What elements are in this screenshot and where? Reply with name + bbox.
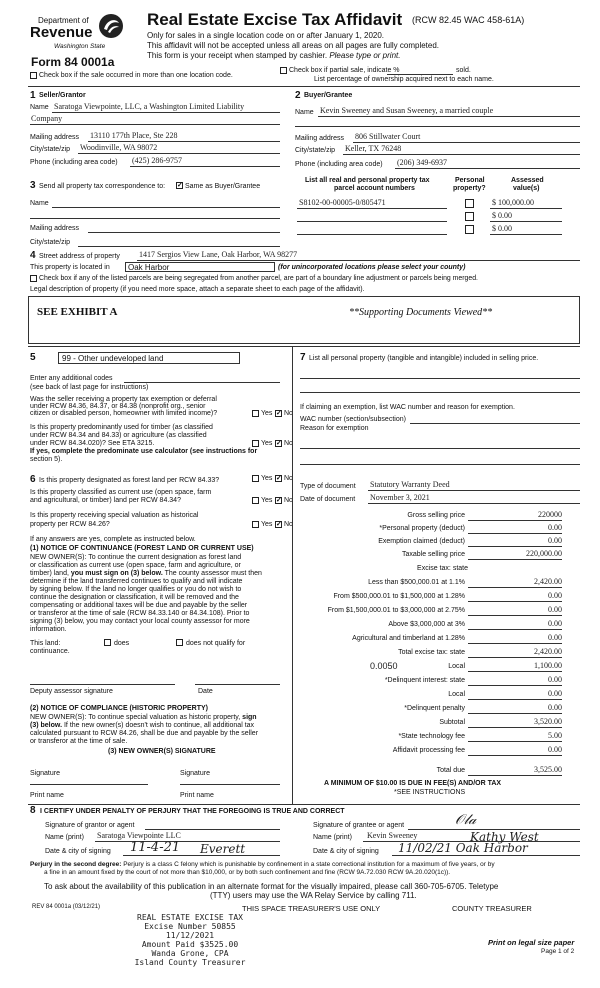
treasurer-use-label: THIS SPACE TREASURER'S USE ONLY xyxy=(242,904,381,913)
grantee-signature[interactable]: 𝒪𝓁𝒶 xyxy=(455,812,477,828)
tax-row-value[interactable]: 0.00 xyxy=(548,689,562,698)
does-not-label: does not qualify for xyxy=(186,640,246,647)
tax-row-value[interactable]: 5.00 xyxy=(548,731,562,740)
yes-label: Yes xyxy=(261,497,273,504)
tax-row xyxy=(300,703,580,716)
timber-no-checkbox[interactable]: ✓ xyxy=(276,440,282,447)
seller-phone-field[interactable]: (425) 286-9757 xyxy=(132,156,182,165)
located-label: This property is located in xyxy=(30,264,110,271)
certify-text: I CERTIFY UNDER PENALTY OF PERJURY THAT THE FOREGOING IS TRUE AND CORRECT xyxy=(40,808,345,815)
notice1-l3a: timber) land, xyxy=(30,570,69,577)
tax-row xyxy=(300,633,580,646)
tax-row-label: Total excise tax: state xyxy=(398,649,465,656)
stamp-line: Island County Treasurer xyxy=(134,958,246,967)
notice1-l3b: you must sign on (3) below. xyxy=(70,570,163,577)
section2-number: 2 xyxy=(295,90,301,101)
grantee-name-field[interactable]: Kevin Sweeney xyxy=(367,831,418,840)
grantor-name-label: Name (print) xyxy=(45,834,84,841)
tax-row-value[interactable]: 0.00 xyxy=(548,523,562,532)
tax-row-value[interactable]: 220,000.00 xyxy=(526,549,562,558)
tax-row-label: Agricultural and timberland at 1.28% xyxy=(352,635,465,642)
perjury-line-2: a fine in an amount fixed by the court of not more than $10,000, or by both such confinement and fine (RCW 9A.72.030 RCW 9A.20.020(1c)). xyxy=(44,869,451,876)
enter-codes-label: Enter any additional codes xyxy=(30,375,113,382)
q-historic-1: Is this property receiving special valuation as historical xyxy=(30,512,199,519)
q-forest: Is this property designated as forest land per RCW 84.33? xyxy=(39,477,220,484)
perjury-label: Perjury in the second degree: xyxy=(30,861,122,868)
grantor-date-field[interactable]: 11-4-21 xyxy=(130,840,181,855)
forest-no-checkbox[interactable]: ✓ xyxy=(276,475,282,482)
seller-name-field[interactable]: Saratoga Viewpointe, LLC, a Washington Limited Liability xyxy=(54,102,245,111)
seller-name-label: Name xyxy=(30,104,49,111)
tax-row xyxy=(300,675,580,688)
segregated-checkbox[interactable] xyxy=(30,275,37,282)
this-land-label: This land: xyxy=(30,640,61,647)
seller-city-label: City/state/zip xyxy=(30,146,71,153)
sec3-name-label: Name xyxy=(30,200,49,207)
section6-number: 6 xyxy=(30,474,36,485)
parcel-header-3: Assessed xyxy=(511,177,544,184)
exemption-no-checkbox[interactable]: ✓ xyxy=(276,410,282,417)
perjury-line-1 xyxy=(30,861,495,869)
tax-row xyxy=(300,591,580,604)
no-label: No xyxy=(284,521,293,528)
tax-row xyxy=(300,563,580,576)
tax-row-value[interactable]: 0.00 xyxy=(548,745,562,754)
yes-label: Yes xyxy=(261,521,273,528)
q-exemption-2: under RCW 84.36, 84.37, or 84.38 (nonprofit org., senior xyxy=(30,403,206,410)
signature-label: Signature xyxy=(180,770,210,777)
county-treasurer-label: COUNTY TREASURER xyxy=(452,904,532,913)
tax-row-value[interactable]: 0.00 xyxy=(548,536,562,545)
tax-row-value[interactable]: 0.00 xyxy=(548,703,562,712)
buyer-city-label: City/state/zip xyxy=(295,147,336,154)
timber-yes-checkbox[interactable] xyxy=(252,440,259,447)
tax-row-value[interactable]: 3,525.00 xyxy=(534,765,562,774)
buyer-mail-field[interactable]: 806 Stillwater Court xyxy=(355,132,421,141)
section3-text: Send all property tax correspondence to: xyxy=(39,183,166,190)
no-label: No xyxy=(284,410,293,417)
street-label: Street address of property xyxy=(39,253,120,260)
rev-label: REV 84 0001a (03/12/21) xyxy=(32,904,101,910)
tax-row-label: Subtotal xyxy=(439,719,465,726)
header-note3 xyxy=(147,51,400,61)
notice2-line: calculated pursuant to RCW 84.26, shall be due and payable by the seller xyxy=(30,730,259,737)
notice1-line: by signing below. If the land no longer qualifies or you do not wish to xyxy=(30,586,242,593)
tax-row-label: *State technology fee xyxy=(398,733,465,740)
deputy-date-label: Date xyxy=(198,688,213,695)
assessed-value[interactable]: $ 0.00 xyxy=(492,211,512,220)
grantee-signature-extra[interactable]: Kathy West xyxy=(470,830,539,844)
signature-label: Signature xyxy=(30,770,60,777)
q-timber-3: under RCW 84.34.020)? See ETA 3215. xyxy=(30,440,155,447)
perjury-text: Perjury is a class C felony which is punishable by confinement in a state correctional institution for a maximum of five years, or by xyxy=(123,861,495,868)
exhibit-text: SEE EXHIBIT A xyxy=(37,306,118,318)
seller-mail-field[interactable]: 13110 177th Place, Ste 228 xyxy=(90,131,178,140)
tax-row xyxy=(300,731,580,744)
local-rate[interactable]: 0.0050 xyxy=(370,661,398,671)
tax-row-label: Less than $500,000.01 at 1.1% xyxy=(368,579,465,586)
tax-row-label: Exemption claimed (deduct) xyxy=(378,538,465,545)
tax-row-value[interactable]: 0.00 xyxy=(548,605,562,614)
section4-number: 4 xyxy=(30,250,36,261)
section7-number: 7 xyxy=(300,352,306,363)
notice2-l1: NEW OWNER(S): To continue special valuation as historic property, xyxy=(30,714,241,721)
stamp-line: Amount Paid $3525.00 xyxy=(141,940,239,949)
parcel-header-2: Personal xyxy=(455,177,485,184)
q-current-use-2: and agricultural, or timber) land per RCW 84.34? xyxy=(30,497,181,504)
buyer-city-field[interactable]: Keller, TX 76248 xyxy=(345,144,402,153)
does-label: does xyxy=(114,640,130,647)
tax-row-value[interactable]: 0.00 xyxy=(548,591,562,600)
yes-label: Yes xyxy=(261,475,273,482)
q-current-use-1: Is this property classified as current use (open space, farm xyxy=(30,489,212,496)
page-title: Real Estate Excise Tax Affidavit xyxy=(147,10,403,29)
seller-name-field-2[interactable]: Company xyxy=(31,114,63,123)
treasurer-stamp xyxy=(110,913,270,967)
parcel-header-1b: parcel account numbers xyxy=(334,185,415,192)
current-use-yes-checkbox[interactable] xyxy=(252,497,259,504)
tax-row-label: From $1,500,000.01 to $3,000,000 at 2.75% xyxy=(327,607,465,614)
pct-note: List percentage of ownership acquired next to each name. xyxy=(314,76,494,83)
section8-number: 8 xyxy=(30,805,36,816)
parcel-header-3b: value(s) xyxy=(513,185,540,192)
tax-row-label: Local xyxy=(448,663,465,670)
tax-row xyxy=(300,523,580,536)
supporting-docs-text: **Supporting Documents Viewed** xyxy=(349,307,493,318)
header-note2: This affidavit will not be accepted unless all areas on all pages are fully completed. xyxy=(147,41,440,50)
notice1-line: continue the designation or classification, it will be removed and the xyxy=(30,594,239,601)
notice1-line: or transferor at the time of sale (RCW 84.33.140 or 84.34.108). Prior to xyxy=(30,610,250,617)
tax-row-label: Above $3,000,000 at 3% xyxy=(388,621,465,628)
personal-property-checkbox[interactable] xyxy=(465,212,474,221)
doc-type-field[interactable]: Statutory Warranty Deed xyxy=(370,480,450,489)
tax-row xyxy=(300,717,580,730)
notice1-line: determine if the land transferred continues to qualify and will indicate xyxy=(30,578,243,585)
tax-row-label: Affidavit processing fee xyxy=(392,747,465,754)
seller-mail-label: Mailing address xyxy=(30,134,80,141)
grantor-sig-label: Signature of grantor or agent xyxy=(45,822,135,829)
segregated-label: Check box if any of the listed parcels are being segregated from another parcel, are part of a boundary line adjustment or parcels being merged. xyxy=(39,275,478,282)
notice2-l1b: sign xyxy=(242,714,257,721)
yes-label: Yes xyxy=(261,410,273,417)
stamp-line: REAL ESTATE EXCISE TAX xyxy=(137,913,243,922)
q-exemption-1: Was the seller receiving a property tax exemption or deferral xyxy=(30,396,217,403)
doc-type-label: Type of document xyxy=(300,483,356,490)
tax-row xyxy=(300,745,580,758)
location-select-value: Oak Harbor xyxy=(128,263,170,272)
historic-yes-checkbox[interactable] xyxy=(252,521,259,528)
grantee-sig-label: Signature of grantee or agent xyxy=(313,822,405,829)
tax-row-value[interactable]: 1,100.00 xyxy=(534,661,562,670)
grantor-date-label: Date & city of signing xyxy=(45,848,111,855)
tax-row-label: Local xyxy=(448,691,465,698)
buyer-mail-label: Mailing address xyxy=(295,135,345,142)
tax-row-label: Gross selling price xyxy=(407,512,465,519)
stamp-line: 11/12/2021 xyxy=(165,931,215,940)
no-label: No xyxy=(284,475,293,482)
q-timber-1: Is this property predominantly used for timber (as classified xyxy=(30,424,213,431)
q-exemption-3: citizen or disabled person, homeowner with limited income)? xyxy=(30,410,218,417)
partial-sale-sold: sold. xyxy=(456,67,471,74)
tax-row-label: *Delinquent interest: state xyxy=(384,677,465,684)
multi-location-label: Check box if the sale occurred in more than one location code. xyxy=(39,72,233,79)
tax-row xyxy=(300,647,580,660)
dept-line1: Department of xyxy=(38,16,89,25)
forest-yes-checkbox[interactable] xyxy=(252,475,259,482)
stamp-line: Excise Number 50855 xyxy=(144,922,236,931)
dept-line3: Washington State xyxy=(54,43,106,50)
seller-heading: Seller/Grantor xyxy=(39,92,86,99)
buyer-name-label: Name xyxy=(295,109,314,116)
wac-label: WAC number (section/subsection) xyxy=(300,416,406,423)
header-note3-a: This form is your receipt when stamped by cashier. xyxy=(147,51,328,60)
print-name-label: Print name xyxy=(180,792,214,799)
notice1-l3c: The county assessor must then xyxy=(164,570,262,577)
grantee-date-label: Date & city of signing xyxy=(313,848,379,855)
same-as-buyer-checkbox[interactable]: ✓ xyxy=(177,182,183,189)
street-field[interactable]: 1417 Sergios View Lane, Oak Harbor, WA 98277 xyxy=(139,250,298,259)
tax-row-value[interactable]: 3,520.00 xyxy=(534,717,562,726)
notice1-line: NEW OWNER(S): To continue the current designation as forest land xyxy=(30,554,242,561)
section5-number: 5 xyxy=(30,352,36,363)
historic-no-checkbox[interactable]: ✓ xyxy=(276,521,282,528)
minimum-due-note: A MINIMUM OF $10.00 IS DUE IN FEE(S) AND/OR TAX xyxy=(324,780,502,787)
notice2-line: or transferor at the time of sale. xyxy=(30,738,128,745)
parcel-row xyxy=(297,211,580,223)
notice1-line: signing (3) below, you may contact your local county assessor for more xyxy=(30,618,250,625)
alt-format-1: To ask about the availability of this publication in an alternate format for the visually impaired, please call 360-705-6705. Teletype xyxy=(44,882,499,891)
print-name-label: Print name xyxy=(30,792,64,799)
tax-row xyxy=(300,577,580,590)
parcel-header-1: List all real and personal property tax xyxy=(305,177,430,184)
personal-property-checkbox[interactable] xyxy=(465,225,474,234)
notice2-l2a: (3) below. xyxy=(30,722,63,729)
does-not-checkbox[interactable] xyxy=(176,639,183,646)
assessed-value[interactable]: $ 100,000.00 xyxy=(492,198,534,207)
tax-row-label: Excise tax: state xyxy=(417,565,468,572)
grantee-date-city-field[interactable]: 11/02/21 Oak Harbor xyxy=(398,841,528,855)
no-label: No xyxy=(284,497,293,504)
does-checkbox[interactable] xyxy=(104,639,111,646)
tax-row xyxy=(300,619,580,632)
tax-row-label: Total due xyxy=(436,767,465,774)
dor-logo xyxy=(30,12,130,56)
tax-row-label: From $500,000.01 to $1,500,000 at 1.28% xyxy=(333,593,465,600)
assessed-value[interactable]: $ 0.00 xyxy=(492,224,512,233)
tax-row-label: *Delinquent penalty xyxy=(404,705,465,712)
page-number: Page 1 of 2 xyxy=(541,948,575,955)
dor-swirl-icon xyxy=(98,13,124,39)
tax-row xyxy=(300,536,580,549)
doc-date-field[interactable]: November 3, 2021 xyxy=(370,493,430,502)
use-code-select[interactable] xyxy=(58,352,240,364)
legal-description-box[interactable] xyxy=(28,296,580,344)
tax-row-value[interactable]: 0.00 xyxy=(548,619,562,628)
notice1-line: or classification as current use (open space, farm and agriculture, or xyxy=(30,562,241,569)
tax-table xyxy=(300,510,580,800)
stamp-line: Wanda Grone, CPA xyxy=(151,949,229,958)
reason-label: Reason for exemption xyxy=(300,425,369,432)
tax-row xyxy=(300,661,580,674)
see-instructions: *SEE INSTRUCTIONS xyxy=(394,789,466,796)
buyer-phone-field[interactable]: (206) 349-6937 xyxy=(397,158,447,167)
tax-row-label: Taxable selling price xyxy=(401,551,465,558)
notice1-title: (1) NOTICE OF CONTINUANCE (FOREST LAND OR CURRENT USE) xyxy=(30,545,254,552)
grantor-city-field[interactable]: Everett xyxy=(200,842,246,856)
section3-number: 3 xyxy=(30,180,36,191)
grantee-name-label: Name (print) xyxy=(313,834,352,841)
form-number: Form 84 0001a xyxy=(31,55,115,69)
legal-paper-note: Print on legal size paper xyxy=(488,938,575,947)
q-timber-4: If yes, complete the predominate use calculator (see instructions for xyxy=(30,448,258,455)
if-yes-note: If any answers are yes, complete as instructed below. xyxy=(30,536,196,543)
legal-label: Legal description of property (if you need more space, attach a separate sheet to each page of the affidavit). xyxy=(30,286,365,293)
notice2-l2b: If the new owner(s) doesn't wish to continue, all additional tax xyxy=(63,722,255,729)
personal-property-checkbox[interactable] xyxy=(465,199,474,208)
partial-sale-checkbox[interactable] xyxy=(280,67,287,74)
tax-row xyxy=(300,765,580,778)
tax-row xyxy=(300,510,580,523)
tax-row-value[interactable]: 2,420.00 xyxy=(534,647,562,656)
no-label: No xyxy=(284,440,293,447)
parcel-number[interactable]: S8102-00-00005-0/805471 xyxy=(299,198,386,207)
new-owner-title: (3) NEW OWNER(S) SIGNATURE xyxy=(108,748,216,755)
same-as-buyer-label: Same as Buyer/Grantee xyxy=(185,183,261,190)
section7-text: List all personal property (tangible and intangible) included in selling price. xyxy=(309,355,539,362)
current-use-no-checkbox[interactable]: ✓ xyxy=(276,497,282,504)
section1-number: 1 xyxy=(30,90,36,101)
alt-format-2: (TTY) users may use the WA Relay Service by calling 711. xyxy=(210,891,417,900)
q-timber-2: under RCW 84.34 and 84.33) or agriculture (as classified xyxy=(30,432,207,439)
dept-line2: Revenue xyxy=(30,24,93,41)
tax-row-label: *Personal property (deduct) xyxy=(379,525,465,532)
notice1-line: information. xyxy=(30,626,67,633)
q-historic-2: property per RCW 84.26? xyxy=(30,521,110,528)
exemption-yes-checkbox[interactable] xyxy=(252,410,259,417)
doc-date-label: Date of document xyxy=(300,496,356,503)
header-note1: Only for sales in a single location code on or after January 1, 2020. xyxy=(147,31,385,40)
seller-phone-label: Phone (including area code) xyxy=(30,159,118,166)
sec3-mail-label: Mailing address xyxy=(30,225,80,232)
notice2-title: (2) NOTICE OF COMPLIANCE (HISTORIC PROPERTY) xyxy=(30,705,208,712)
buyer-heading: Buyer/Grantee xyxy=(304,92,353,99)
located-note: (for unincorporated locations please select your county) xyxy=(278,264,466,271)
tax-row-value[interactable]: 220000 xyxy=(538,510,562,519)
deputy-sig-label: Deputy assessor signature xyxy=(30,688,113,695)
q-timber-5: section 5). xyxy=(30,456,63,463)
parcel-header-2b: property? xyxy=(453,185,486,192)
grantor-name-field[interactable]: Saratoga Viewpointe LLC xyxy=(97,831,181,840)
sec3-city-label: City/state/zip xyxy=(30,239,71,246)
notice1-line: compensating or additional taxes will be due and payable by the seller xyxy=(30,602,248,609)
see-back-label: (see back of last page for instructions) xyxy=(30,384,149,391)
tax-row xyxy=(300,549,580,562)
location-select[interactable] xyxy=(125,262,275,272)
exemption-instr: If claiming an exemption, list WAC number and reason for exemption. xyxy=(300,404,515,411)
buyer-phone-label: Phone (including area code) xyxy=(295,161,383,168)
tax-row-value[interactable]: 0.00 xyxy=(548,675,562,684)
tax-row xyxy=(300,605,580,618)
parcel-row xyxy=(297,198,580,210)
rcw-ref: (RCW 82.45 WAC 458-61A) xyxy=(412,15,525,25)
continuance-label: continuance. xyxy=(30,648,70,655)
use-code-value: 99 - Other undeveloped land xyxy=(62,354,164,363)
header-note3-b: Please type or print. xyxy=(329,51,401,60)
seller-city-field[interactable]: Woodinville, WA 98072 xyxy=(80,143,158,152)
tax-row-value[interactable]: 2,420.00 xyxy=(534,577,562,586)
tax-row xyxy=(300,689,580,702)
multi-location-checkbox[interactable] xyxy=(30,72,37,79)
buyer-name-field[interactable]: Kevin Sweeney and Susan Sweeney, a married couple xyxy=(320,106,494,115)
partial-sale-label: Check box if partial sale, indicate % xyxy=(289,67,400,74)
yes-label: Yes xyxy=(261,440,273,447)
parcel-row xyxy=(297,224,580,236)
tax-row-value[interactable]: 0.00 xyxy=(548,633,562,642)
